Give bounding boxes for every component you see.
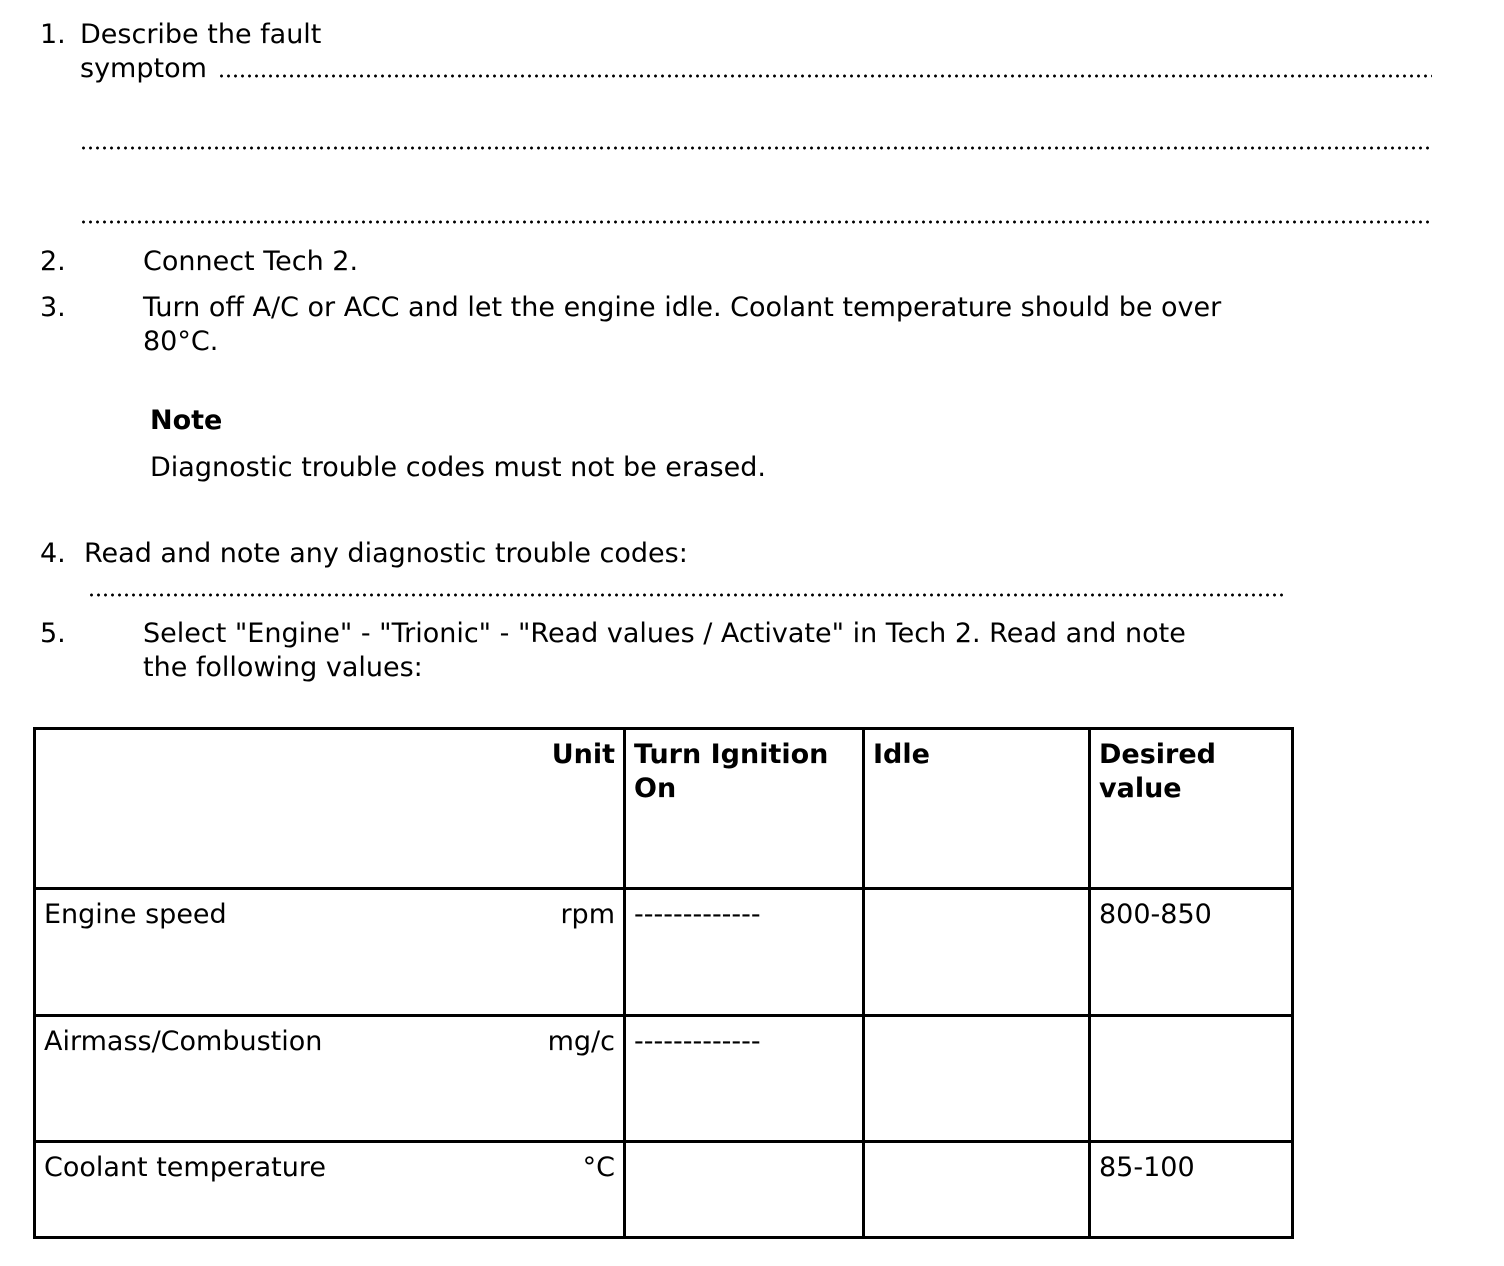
row-coolant-ignition[interactable] [625, 1142, 864, 1238]
row-airmass-idle[interactable] [864, 1016, 1090, 1142]
answer-line-trouble-codes[interactable] [88, 593, 1284, 597]
table-row [35, 1016, 1293, 1142]
step-1-number: 1. [40, 19, 66, 50]
header-turn-ignition-on [625, 729, 864, 889]
row-coolant-unit: °C [460, 1142, 625, 1238]
step-4-text: Read and note any diagnostic trouble codes: [84, 538, 688, 569]
row-engine-speed-unit: rpm [460, 889, 625, 1016]
step-3-number: 3. [40, 292, 66, 323]
header-unit: Unit [460, 729, 625, 889]
note-text: Diagnostic trouble codes must not be erased. [150, 452, 766, 483]
step-2-text: Connect Tech 2. [143, 246, 359, 277]
row-coolant-desired: 85-100 [1090, 1142, 1293, 1238]
row-airmass-ignition: ------------- [625, 1016, 864, 1142]
step-3-text: Turn off A/C or ACC and let the engine idle. Coolant temperature should be over [143, 292, 1222, 323]
row-engine-speed-ignition: ------------- [625, 889, 864, 1016]
table-row [35, 889, 1293, 1016]
row-airmass-unit: mg/c [460, 1016, 625, 1142]
table-header-row [35, 729, 1293, 889]
step-2-number: 2. [40, 246, 66, 277]
step-5-number: 5. [40, 618, 66, 649]
row-airmass-desired[interactable] [1090, 1016, 1293, 1142]
answer-line-symptom-2[interactable] [80, 146, 1432, 150]
header-parameter [35, 729, 460, 889]
step-5-text-cont: the following values: [143, 652, 423, 683]
note-title: Note [150, 405, 223, 436]
header-desired-value [1090, 729, 1293, 889]
answer-line-symptom-3[interactable] [80, 220, 1432, 224]
step-1-text-cont: symptom [80, 53, 207, 84]
header-idle: Idle [864, 729, 1090, 889]
row-engine-speed-idle[interactable] [864, 889, 1090, 1016]
header-turn-ignition-line2: On [634, 773, 677, 804]
row-airmass-name: Airmass/Combustion [35, 1016, 460, 1142]
values-table [33, 727, 1294, 1239]
header-turn-ignition-line1: Turn Ignition [634, 739, 829, 770]
header-desired-line2: value [1099, 773, 1182, 804]
step-5-text: Select "Engine" - "Trionic" - "Read values / Activate" in Tech 2. Read and note [143, 618, 1186, 649]
header-desired-line1: Desired [1099, 739, 1217, 770]
row-coolant-name: Coolant temperature [35, 1142, 460, 1238]
step-3-text-cont: 80°C. [143, 326, 219, 357]
row-coolant-idle[interactable] [864, 1142, 1090, 1238]
answer-line-symptom-1[interactable] [218, 74, 1432, 78]
step-1-text: Describe the fault [80, 19, 322, 50]
step-4-number: 4. [40, 538, 66, 569]
row-engine-speed-desired: 800-850 [1090, 889, 1293, 1016]
table-row [35, 1142, 1293, 1238]
row-engine-speed-name: Engine speed [35, 889, 460, 1016]
